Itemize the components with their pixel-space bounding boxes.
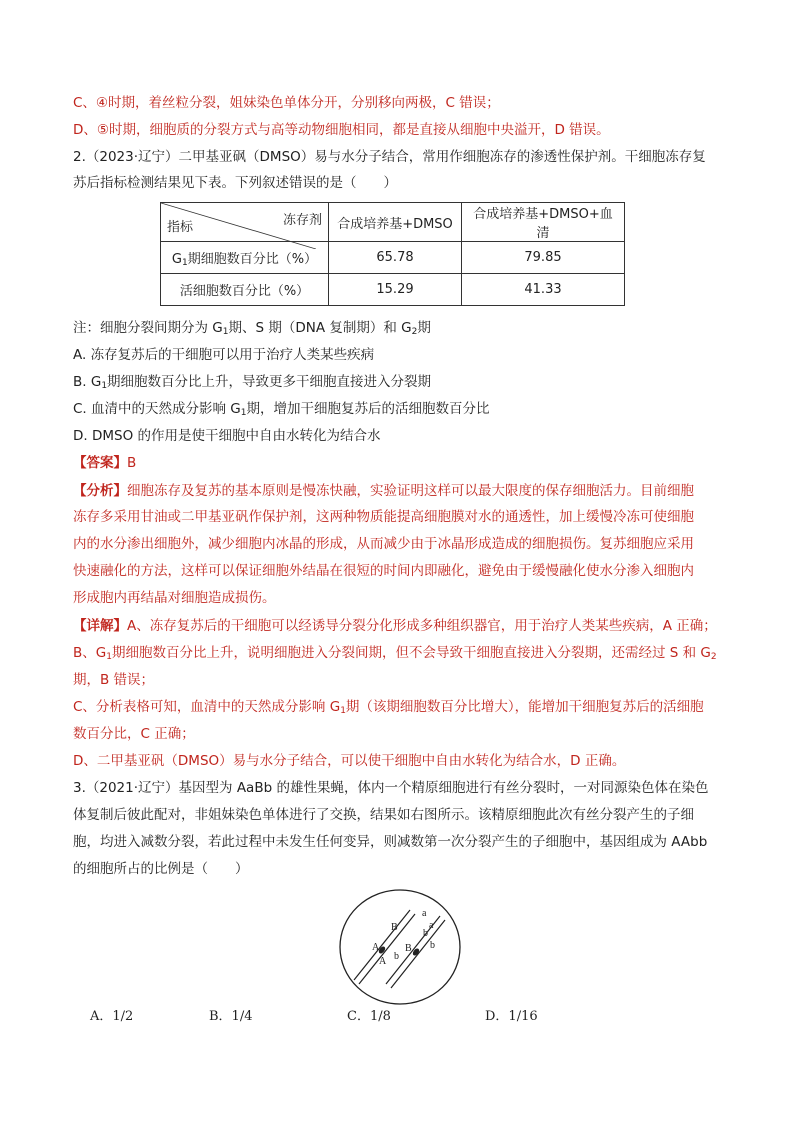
- q2-detail-line2: B、$G_1$期细胞数百分比上升，说明细胞进入分裂间期，但不会导致干细胞直接进入分裂期，还需经过 S 和 $G_2$: [73, 645, 717, 662]
- prev-option-d: D、⑤时期，细胞质的分裂方式与高等动物细胞相同，都是直接从细胞中央溢开，D 错误。: [73, 122, 610, 138]
- q2-stem-line2: 苏后指标检测结果见下表。下列叙述错误的是（ ）: [73, 175, 397, 191]
- row2-value-1: 15.29: [329, 274, 462, 306]
- q2-option-d: D. DMSO 的作用是使干细胞中自由水转化为结合水: [73, 428, 381, 444]
- col-header-1: 合成培养基+DMSO: [329, 203, 462, 242]
- q2-detail-line3: 期，B 错误；: [73, 672, 155, 688]
- fig-label-a2: a: [429, 920, 434, 931]
- fig-label-B2: B: [405, 943, 412, 954]
- q2-detail-line4: C、分析表格可知，血清中的天然成分影响 $G_1$期（该期细胞数百分比增大），能增加干细胞复苏后的活细胞: [73, 699, 704, 716]
- fig-label-A1: A: [372, 942, 380, 953]
- q3-stem-line2: 体复制后彼此配对，非姐妹染色单体进行了交换，结果如右图所示。该精原细胞此次有丝分裂产生的子细: [73, 807, 694, 823]
- corner-bottom-label: 指标: [167, 220, 194, 235]
- col-header-2: 合成培养基+DMSO+血清: [462, 203, 625, 242]
- prev-option-c: C、④时期，着丝粒分裂，姐妹染色单体分开，分别移向两极，C 错误；: [73, 95, 500, 111]
- q2-note: 注：细胞分裂间期分为 $G_1$期、S 期（DNA 复制期）和 $G_2$期: [73, 320, 431, 337]
- fig-label-b3: b: [394, 951, 399, 962]
- q2-detail-line1: 【详解】A、冻存复苏后的干细胞可以经诱导分裂分化形成多种组织器官，用于治疗人类某些疾病，A 正确；: [73, 618, 717, 634]
- q2-answer: 【答案】B: [73, 455, 137, 471]
- q3-stem-line4: 的细胞所占的比例是（ ）: [73, 861, 249, 877]
- q2-analysis-line1: 【分析】细胞冻存及复苏的基本原则是慢冻快融，实验证明这样可以最大限度的保存细胞活力。目前细胞: [73, 483, 694, 499]
- fig-label-b2: b: [430, 940, 435, 951]
- q2-option-b: B. $G_1$期细胞数百分比上升，导致更多干细胞直接进入分裂期: [73, 374, 432, 391]
- row1-value-1: 65.78: [329, 242, 462, 274]
- fig-label-b1: b: [423, 928, 428, 939]
- q2-analysis-line5: 形成胞内再结晶对细胞造成损伤。: [73, 590, 276, 606]
- q2-table: [160, 202, 625, 306]
- q2-analysis-line3: 内的水分渗出细胞外，减少细胞内冰晶的形成，从而减少由于冰晶形成造成的细胞损伤。复苏细胞应采用: [73, 536, 694, 552]
- q2-detail-line5: 数百分比，C 正确；: [73, 726, 195, 742]
- q3-stem-line3: 胞，均进入减数分裂，若此过程中未发生任何变异，则减数第一次分裂产生的子细胞中，基因组成为 AAbb: [73, 834, 708, 850]
- row1-label: $G_1$期细胞数百分比（%）: [161, 242, 329, 274]
- q2-option-c: C. 血清中的天然成分影响 $G_1$期，增加干细胞复苏后的活细胞数百分比: [73, 401, 490, 418]
- row2-label: 活细胞数百分比（%）: [161, 274, 329, 306]
- q2-analysis-line4: 快速融化的方法，这样可以保证细胞外结晶在很短的时间内即融化，避免由于缓慢融化使水分渗入细胞内: [73, 563, 694, 579]
- corner-top-label: 冻存剂: [282, 213, 322, 228]
- fig-label-B1: B: [391, 922, 398, 933]
- fig-label-A2: A: [379, 956, 387, 967]
- q2-stem-line1: 2.（2023·辽宁）二甲基亚砜（DMSO）易与水分子结合，常用作细胞冻存的渗透性保护剂。干细胞冻存复: [73, 149, 706, 165]
- q3-option-a: A．1/2: [90, 1009, 134, 1024]
- q3-option-c: C．1/8: [347, 1009, 391, 1024]
- q2-option-a: A. 冻存复苏后的干细胞可以用于治疗人类某些疾病: [73, 347, 375, 363]
- row2-value-2: 41.33: [462, 274, 625, 306]
- q2-detail-line6: D、二甲基亚矾（DMSO）易与水分子结合，可以使干细胞中自由水转化为结合水，D 正确。: [73, 753, 626, 769]
- q3-option-d: D．1/16: [485, 1009, 538, 1024]
- fig-label-a1: a: [422, 908, 427, 919]
- chromosome-figure: [338, 888, 462, 1006]
- q3-stem-line1: 3.（2021·辽宁）基因型为 AaBb 的雄性果蝇，体内一个精原细胞进行有丝分裂时，一对同源染色体在染色: [73, 780, 709, 796]
- q3-option-b: B．1/4: [209, 1009, 253, 1024]
- table-corner-cell: [161, 203, 329, 242]
- q2-analysis-line2: 冻存多采用甘油或二甲基亚矾作保护剂，这两种物质能提高细胞膜对水的通透性，加上缓慢冷冻可使细胞: [73, 509, 694, 525]
- row1-value-2: 79.85: [462, 242, 625, 274]
